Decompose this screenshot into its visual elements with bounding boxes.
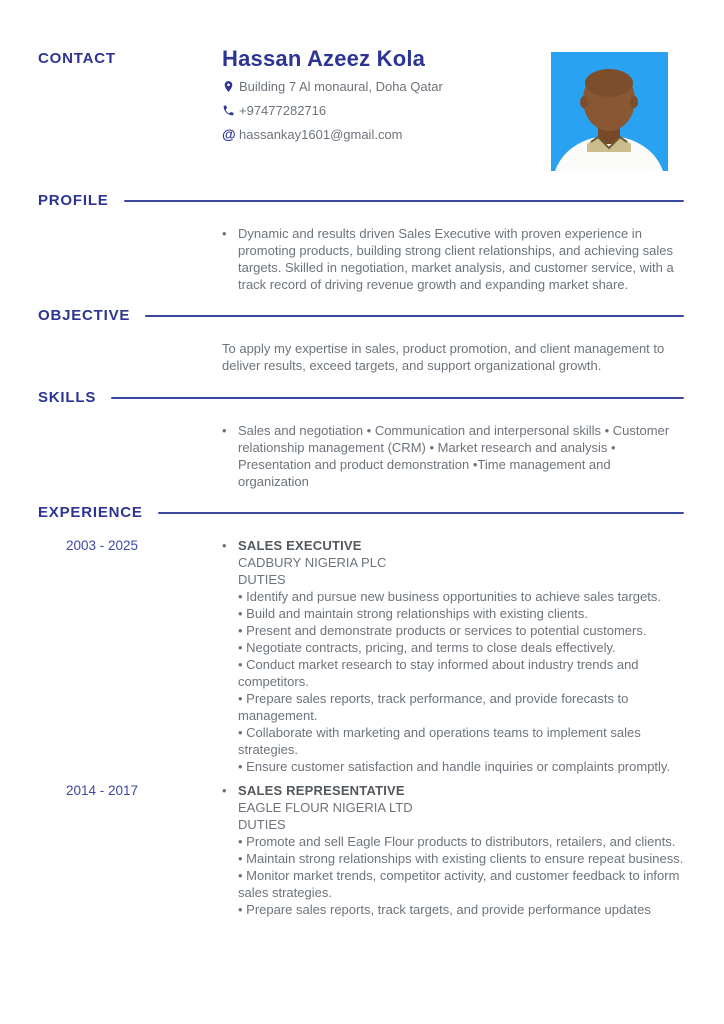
job-company: CADBURY NIGERIA PLC [238, 555, 387, 570]
email-row [222, 127, 551, 142]
skills-text: Sales and negotiation • Communication and interpersonal skills • Customer relationship management (CRM) • Market research and analysis • Presentation and product demonstration •Time management and organization [238, 423, 670, 489]
job-title-row [222, 537, 684, 554]
section-header-skills [0, 389, 724, 406]
bullet-icon: • [222, 423, 227, 438]
bullet-icon: • [222, 783, 227, 798]
section-header-objective [0, 307, 724, 324]
duty-line: • Build and maintain strong relationships with existing clients. [238, 606, 588, 621]
job-company: EAGLE FLOUR NIGERIA LTD [238, 800, 413, 815]
section-rule [124, 200, 684, 202]
job-title: SALES REPRESENTATIVE [238, 783, 405, 798]
job-dates: 2003 - 2025 [66, 538, 139, 553]
profile-section-title: PROFILE [38, 192, 109, 209]
duty-line: • Monitor market trends, competitor activity, and customer feedback to inform sales strategies. [238, 868, 680, 900]
duty-line: • Negotiate contracts, pricing, and terms to close deals effectively. [238, 640, 616, 655]
email-text: hassankay1601@gmail.com [239, 127, 403, 142]
duty-line: • Identify and pursue new business opportunities to achieve sales targets. [238, 589, 661, 604]
profile-photo [551, 52, 668, 171]
profile-bullet-item [222, 225, 684, 293]
skills-section-title: SKILLS [38, 389, 97, 406]
section-rule [111, 397, 684, 399]
job-duties-label: DUTIES [238, 572, 286, 587]
profile-content [0, 225, 724, 293]
profile-text: Dynamic and results driven Sales Executive with proven experience in promoting products, building strong client relationships, and achieving sales targets. Skilled in negotiation, market analysis, and customer service, with a track record of driving revenue growth and expanding market share. [238, 226, 674, 292]
duty-line: • Maintain strong relationships with existing clients to ensure repeat business. [238, 851, 684, 866]
job-entry [0, 782, 724, 918]
duty-line: • Ensure customer satisfaction and handle inquiries or complaints promptly. [238, 759, 671, 774]
phone-row [222, 103, 551, 118]
location-pin-icon [222, 79, 239, 94]
duty-line: • Promote and sell Eagle Flour products to distributors, retailers, and clients. [238, 834, 676, 849]
candidate-name: Hassan Azeez Kola [222, 46, 426, 71]
duty-line: • Prepare sales reports, track targets, and provide performance updates [238, 902, 651, 917]
job-dates: 2014 - 2017 [66, 783, 139, 798]
objective-text: To apply my expertise in sales, product promotion, and client management to deliver results, exceed targets, and support organizational growth. [222, 341, 665, 373]
contact-heading: CONTACT [38, 50, 116, 67]
bullet-icon: • [222, 538, 227, 553]
job-entry [0, 537, 724, 775]
duty-line: • Present and demonstrate products or services to potential customers. [238, 623, 647, 638]
address-row [222, 79, 551, 94]
contact-heading-column [38, 47, 222, 171]
duty-line: • Conduct market research to stay informed about industry trends and competitors. [238, 657, 639, 689]
section-header-profile [0, 192, 724, 209]
experience-section-title: EXPERIENCE [38, 504, 143, 521]
header [0, 0, 724, 171]
objective-section-title: OBJECTIVE [38, 307, 131, 324]
section-header-experience [0, 504, 724, 521]
duty-line: • Collaborate with marketing and operations teams to implement sales strategies. [238, 725, 641, 757]
job-title: SALES EXECUTIVE [238, 538, 362, 553]
skills-bullet-item [222, 422, 684, 490]
duty-line: • Prepare sales reports, track performance, and provide forecasts to management. [238, 691, 629, 723]
job-duties-label: DUTIES [238, 817, 286, 832]
job-title-row [222, 782, 684, 799]
skills-content [0, 422, 724, 490]
phone-text: +97477282716 [239, 103, 327, 118]
section-rule [145, 315, 684, 317]
section-rule [158, 512, 684, 514]
at-sign-icon: @ [222, 126, 236, 142]
contact-details [222, 47, 551, 171]
phone-handset-icon [222, 104, 239, 117]
address-text: Building 7 Al monaural, Doha Qatar [239, 79, 443, 94]
objective-content [0, 340, 724, 374]
bullet-icon: • [222, 226, 227, 241]
